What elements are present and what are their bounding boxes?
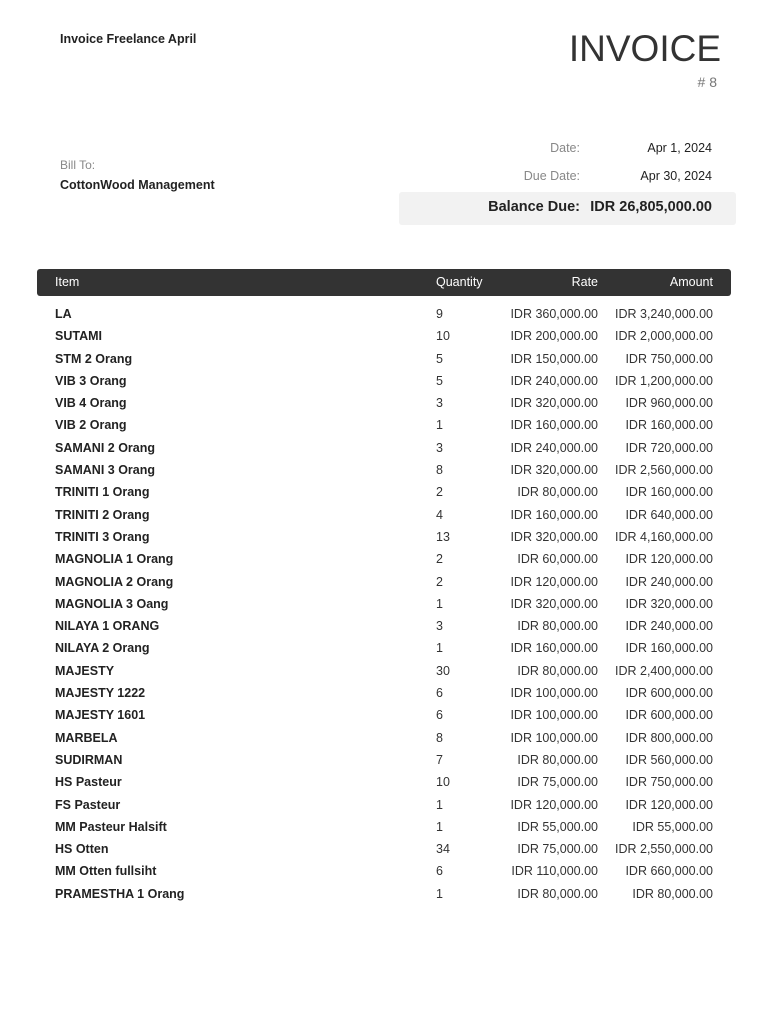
document-title: INVOICE [568, 28, 721, 69]
row-item: TRINITI 3 Orang [55, 529, 150, 544]
row-quantity: 1 [436, 641, 443, 656]
row-rate: IDR 80,000.00 [517, 886, 598, 901]
row-item: HS Pasteur [55, 775, 122, 790]
row-amount: IDR 2,400,000.00 [615, 663, 713, 678]
row-item: MAJESTY [55, 663, 115, 678]
row-item: LA [55, 307, 72, 321]
row-quantity: 10 [436, 775, 450, 790]
row-item: PRAMESTHA 1 Orang [55, 886, 185, 901]
row-item: VIB 3 Orang [55, 373, 127, 388]
row-item: MAGNOLIA 1 Orang [55, 552, 174, 567]
row-item: SUDIRMAN [55, 752, 123, 767]
invoice-number: # 8 [697, 74, 717, 90]
row-amount: IDR 640,000.00 [625, 507, 713, 522]
table-row [37, 727, 731, 749]
row-item: MARBELA [55, 730, 118, 745]
row-quantity: 10 [436, 329, 450, 344]
row-amount: IDR 3,240,000.00 [615, 307, 713, 321]
row-amount: IDR 240,000.00 [625, 619, 713, 634]
table-row [37, 593, 731, 615]
line-items [37, 303, 731, 905]
row-rate: IDR 80,000.00 [517, 619, 598, 634]
row-amount: IDR 600,000.00 [625, 686, 713, 701]
table-row [37, 838, 731, 860]
row-item: MAJESTY 1601 [55, 708, 146, 723]
row-amount: IDR 660,000.00 [625, 864, 713, 879]
table-row [37, 637, 731, 659]
row-rate: IDR 240,000.00 [510, 373, 598, 388]
row-rate: IDR 320,000.00 [510, 596, 598, 611]
row-quantity: 2 [436, 552, 443, 567]
table-row [37, 303, 731, 325]
row-quantity: 1 [436, 819, 443, 834]
row-amount: IDR 120,000.00 [625, 552, 713, 567]
table-row [37, 392, 731, 414]
table-row [37, 615, 731, 637]
row-rate: IDR 320,000.00 [510, 463, 598, 478]
row-quantity: 3 [436, 440, 443, 455]
row-quantity: 1 [436, 418, 443, 433]
row-amount: IDR 4,160,000.00 [615, 529, 713, 544]
row-rate: IDR 60,000.00 [517, 552, 598, 567]
row-quantity: 8 [436, 730, 443, 745]
table-row [37, 526, 731, 548]
row-amount: IDR 120,000.00 [625, 797, 713, 812]
header-rate: Rate [571, 275, 598, 289]
row-quantity: 6 [436, 686, 443, 701]
header-item: Item [55, 275, 80, 289]
table-row [37, 459, 731, 481]
table-row [37, 481, 731, 503]
header-amount: Amount [669, 275, 713, 289]
date-value: Apr 1, 2024 [647, 141, 712, 155]
row-quantity: 3 [436, 396, 443, 411]
row-amount: IDR 2,550,000.00 [615, 842, 713, 857]
table-row [37, 571, 731, 593]
row-rate: IDR 55,000.00 [517, 819, 598, 834]
table-row [37, 860, 731, 882]
row-quantity: 8 [436, 463, 443, 478]
row-amount: IDR 80,000.00 [632, 886, 713, 901]
balance-due-value: IDR 26,805,000.00 [590, 199, 712, 215]
row-rate: IDR 100,000.00 [510, 730, 598, 745]
row-quantity: 30 [436, 663, 450, 678]
row-amount: IDR 160,000.00 [625, 641, 713, 656]
row-item: TRINITI 2 Orang [55, 507, 150, 522]
table-header [37, 269, 731, 296]
row-quantity: 2 [436, 485, 443, 500]
row-quantity: 1 [436, 886, 443, 901]
row-rate: IDR 120,000.00 [510, 574, 598, 589]
row-quantity: 5 [436, 351, 443, 366]
row-item: FS Pasteur [55, 797, 121, 812]
table-row [37, 348, 731, 370]
row-quantity: 34 [436, 842, 450, 857]
table-row [37, 682, 731, 704]
row-rate: IDR 110,000.00 [511, 864, 598, 879]
table-row [37, 504, 731, 526]
table-row [37, 771, 731, 793]
row-amount: IDR 2,000,000.00 [615, 329, 713, 344]
row-quantity: 1 [436, 596, 443, 611]
row-rate: IDR 80,000.00 [517, 485, 598, 500]
row-amount: IDR 560,000.00 [625, 752, 713, 767]
row-amount: IDR 800,000.00 [625, 730, 713, 745]
row-rate: IDR 120,000.00 [510, 797, 598, 812]
row-amount: IDR 750,000.00 [625, 351, 713, 366]
table-row [37, 414, 731, 436]
row-amount: IDR 240,000.00 [625, 574, 713, 589]
row-amount: IDR 1,200,000.00 [615, 373, 713, 388]
row-amount: IDR 320,000.00 [625, 596, 713, 611]
row-item: SUTAMI [55, 329, 102, 344]
row-amount: IDR 55,000.00 [632, 819, 713, 834]
date-label: Date: [550, 141, 580, 155]
row-item: STM 2 Orang [55, 351, 133, 366]
row-amount: IDR 160,000.00 [625, 418, 713, 433]
table-row [37, 370, 731, 392]
row-quantity: 7 [436, 752, 443, 767]
row-rate: IDR 240,000.00 [510, 440, 598, 455]
row-rate: IDR 360,000.00 [510, 307, 598, 321]
row-item: NILAYA 2 Orang [55, 641, 150, 656]
table-row [37, 816, 731, 838]
row-item: TRINITI 1 Orang [55, 485, 150, 500]
table-row [37, 883, 731, 905]
row-rate: IDR 200,000.00 [510, 329, 598, 344]
sender-name: Invoice Freelance April [60, 32, 197, 46]
table-row [37, 704, 731, 726]
row-item: MM Pasteur Halsift [55, 819, 167, 834]
row-rate: IDR 75,000.00 [517, 842, 598, 857]
row-amount: IDR 600,000.00 [625, 708, 713, 723]
due-date-label: Due Date: [523, 169, 580, 183]
row-rate: IDR 100,000.00 [510, 686, 598, 701]
row-rate: IDR 160,000.00 [510, 507, 598, 522]
row-item: NILAYA 1 ORANG [55, 619, 160, 634]
row-item: VIB 4 Orang [55, 396, 127, 411]
table-row [37, 437, 731, 459]
bill-to-name: CottonWood Management [60, 178, 215, 192]
table-row [37, 325, 731, 347]
row-quantity: 13 [436, 529, 450, 544]
balance-due-label: Balance Due: [488, 199, 580, 215]
row-quantity: 6 [436, 708, 443, 723]
row-item: VIB 2 Orang [55, 418, 127, 433]
row-rate: IDR 320,000.00 [510, 396, 598, 411]
row-rate: IDR 160,000.00 [510, 418, 598, 433]
table-row [37, 660, 731, 682]
row-quantity: 1 [436, 797, 443, 812]
row-amount: IDR 160,000.00 [625, 485, 713, 500]
row-item: MAGNOLIA 2 Orang [55, 574, 174, 589]
row-rate: IDR 80,000.00 [517, 752, 598, 767]
row-item: MM Otten fullsiht [55, 864, 157, 879]
header-quantity: Quantity [436, 275, 483, 289]
row-quantity: 5 [436, 373, 443, 388]
row-rate: IDR 75,000.00 [517, 775, 598, 790]
table-row [37, 794, 731, 816]
row-rate: IDR 80,000.00 [517, 663, 598, 678]
bill-to-label: Bill To: [60, 158, 96, 172]
row-item: SAMANI 3 Orang [55, 463, 156, 478]
table-row [37, 749, 731, 771]
row-rate: IDR 150,000.00 [510, 351, 598, 366]
row-amount: IDR 750,000.00 [625, 775, 713, 790]
row-item: SAMANI 2 Orang [55, 440, 156, 455]
row-item: MAJESTY 1222 [55, 686, 146, 701]
row-item: MAGNOLIA 3 Oang [55, 596, 169, 611]
row-amount: IDR 720,000.00 [625, 440, 713, 455]
row-quantity: 4 [436, 507, 443, 522]
row-quantity: 3 [436, 619, 443, 634]
table-row [37, 548, 731, 570]
due-date-value: Apr 30, 2024 [640, 169, 712, 183]
row-item: HS Otten [55, 842, 109, 857]
row-amount: IDR 2,560,000.00 [615, 463, 713, 478]
row-quantity: 2 [436, 574, 443, 589]
row-quantity: 6 [436, 864, 443, 879]
row-rate: IDR 320,000.00 [510, 529, 598, 544]
row-rate: IDR 160,000.00 [510, 641, 598, 656]
row-rate: IDR 100,000.00 [510, 708, 598, 723]
row-quantity: 9 [436, 307, 443, 321]
row-amount: IDR 960,000.00 [625, 396, 713, 411]
